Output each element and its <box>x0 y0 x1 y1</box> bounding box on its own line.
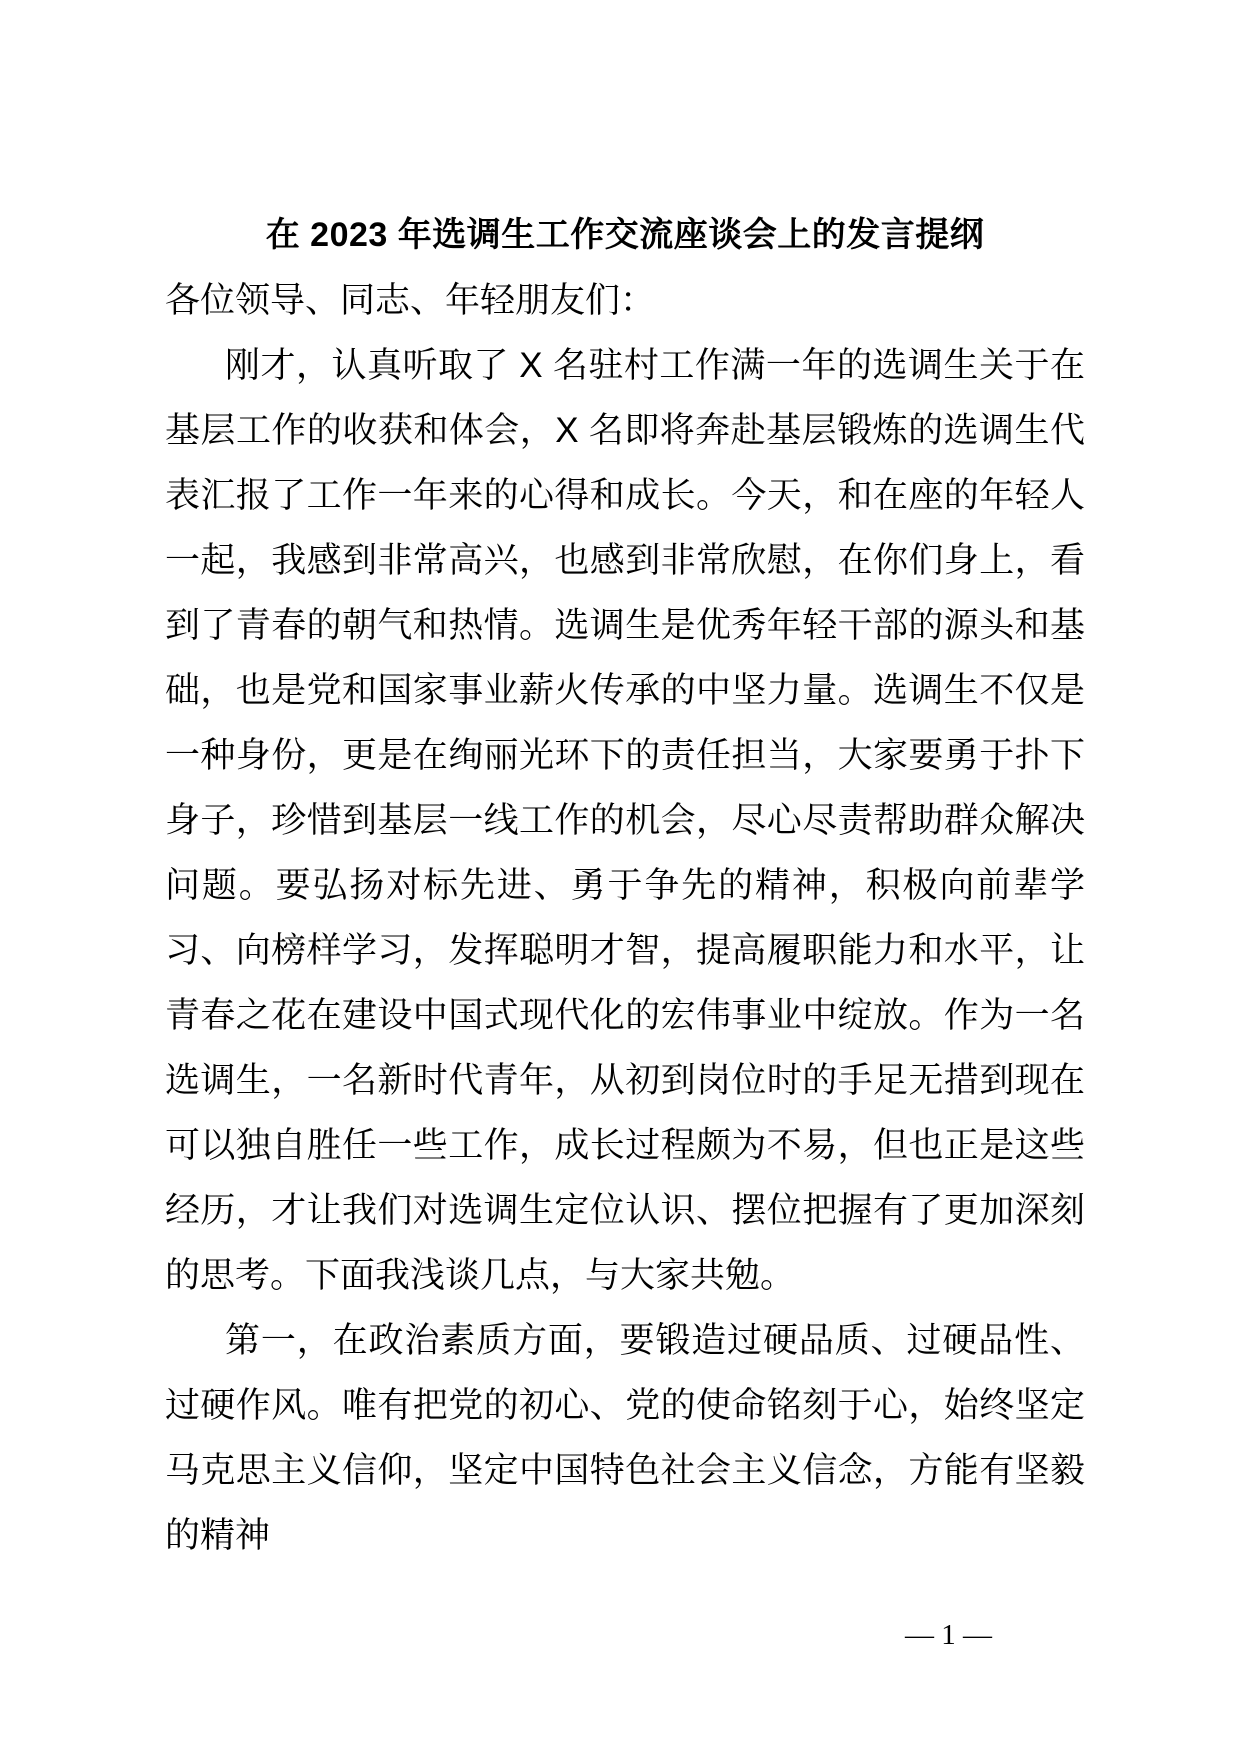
salutation-line: 各位领导、同志、年轻朋友们： <box>165 281 656 320</box>
body-paragraph-2: 第一，在政治素质方面，要锻造过硬品质、过硬品性、过硬作风。唯有把党的初心、党的使命铭刻于心，始终坚定马克思主义信仰，坚定中国特色社会主义信念，方能有坚毅的精神 <box>165 1321 1085 1555</box>
page-number: — 1 — <box>905 1619 992 1651</box>
document-body <box>165 203 1085 1568</box>
document-title: 在 2023 年选调生工作交流座谈会上的发言提纲 <box>265 216 985 254</box>
body-paragraph-1: 刚才，认真听取了 X 名驻村工作满一年的选调生关于在基层工作的收获和体会，X 名即将奔赴基层锻炼的选调生代表汇报了工作一年来的心得和成长。今天，和在座的年轻人一起，我感到非常高兴，也感到非常欣慰，在你们身上，看到了青春的朝气和热情。选调生是优秀年轻干部的源头和基础，也是党和国家事业薪火传承的中坚力量。选调生不仅是一种身份，更是在绚丽光环下的责任担当，大家要勇于扑下身子，珍惜到基层一线工作的机会，尽心尽责帮助群众解决问题。要弘扬对标先进、勇于争先的精神，积极向前辈学习、向榜样学习，发挥聪明才智，提高履职能力和水平，让青春之花在建设中国式现代化的宏伟事业中绽放。作为一名选调生，一名新时代青年，从初到岗位时的手足无措到现在可以独自胜任一些工作，成长过程颇为不易，但也正是这些经历，才让我们对选调生定位认识、摆位把握有了更加深刻的思考。下面我浅谈几点，与大家共勉。 <box>165 346 1085 1295</box>
